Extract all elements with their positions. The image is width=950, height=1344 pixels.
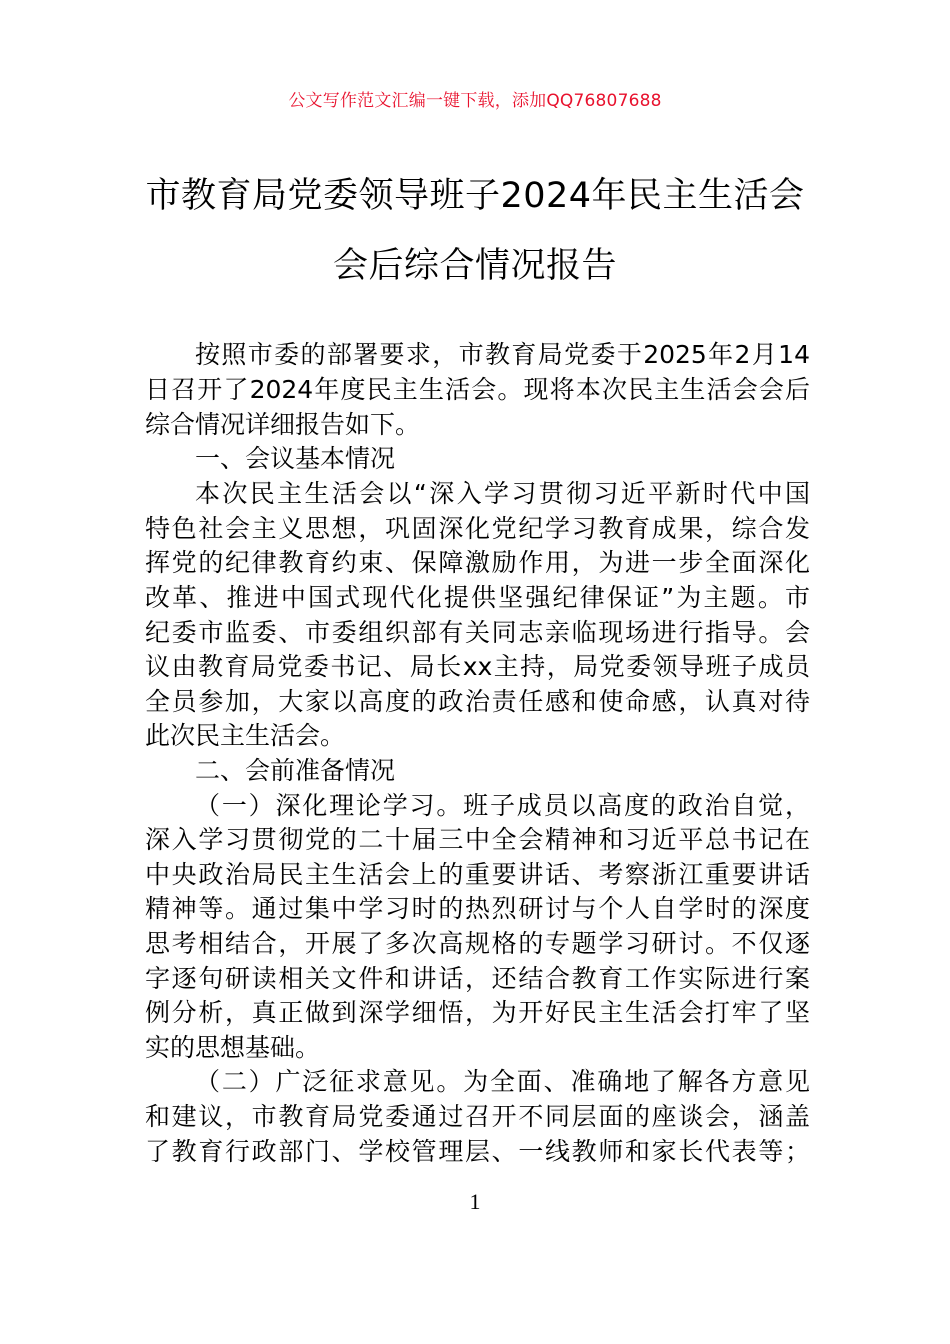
body-line: 和建议，市教育局党委通过召开不同层面的座谈会，涵盖 [145, 1102, 810, 1131]
download-promo-note: 公文写作范文汇编一键下载，添加QQ76807688 [288, 91, 662, 111]
body-line: 此次民主生活会。 [145, 721, 346, 750]
body-line: （一）深化理论学习。班子成员以高度的政治自觉， [195, 791, 810, 820]
body-line: 精神等。通过集中学习时的热烈研讨与个人自学时的深度 [145, 894, 810, 923]
body-line: 实的思想基础。 [145, 1033, 321, 1062]
body-line: 议由教育局党委书记、局长xx主持，局党委领导班子成员 [145, 652, 810, 681]
body-line: 特色社会主义思想，巩固深化党纪学习教育成果，综合发 [145, 514, 810, 543]
document-title-line-1: 市教育局党委领导班子2024年民主生活会 [145, 176, 805, 216]
body-line: 本次民主生活会以“深入学习贯彻习近平新时代中国 [195, 479, 810, 508]
body-line: 综合情况详细报告如下。 [145, 410, 421, 439]
body-line: 中央政治局民主生活会上的重要讲话、考察浙江重要讲话 [145, 860, 810, 889]
body-line: 改革、推进中国式现代化提供坚强纪律保证”为主题。市 [145, 583, 810, 612]
body-line: 深入学习贯彻党的二十届三中全会精神和习近平总书记在 [145, 825, 810, 854]
section-heading: 二、会前准备情况 [195, 756, 396, 785]
body-line: 字逐句研读相关文件和讲话，还结合教育工作实际进行案 [145, 964, 810, 993]
body-line: 全员参加，大家以高度的政治责任感和使命感，认真对待 [145, 687, 810, 716]
body-line: 挥党的纪律教育约束、保障激励作用，为进一步全面深化 [145, 548, 810, 577]
body-line: 按照市委的部署要求，市教育局党委于2025年2月14 [195, 340, 810, 369]
body-line: 日召开了2024年度民主生活会。现将本次民主生活会会后 [145, 375, 810, 404]
body-line: 例分析，真正做到深学细悟，为开好民主生活会打牢了坚 [145, 998, 810, 1027]
body-line: 纪委市监委、市委组织部有关同志亲临现场进行指导。会 [145, 618, 810, 647]
document-title-line-2: 会后综合情况报告 [332, 246, 617, 286]
body-line: 了教育行政部门、学校管理层、一线教师和家长代表等； [145, 1137, 810, 1166]
section-heading: 一、会议基本情况 [195, 444, 396, 473]
body-line: （二）广泛征求意见。为全面、准确地了解各方意见 [195, 1067, 810, 1096]
page-number: 1 [469, 1189, 481, 1214]
body-line: 思考相结合，开展了多次高规格的专题学习研讨。不仅逐 [145, 929, 810, 958]
